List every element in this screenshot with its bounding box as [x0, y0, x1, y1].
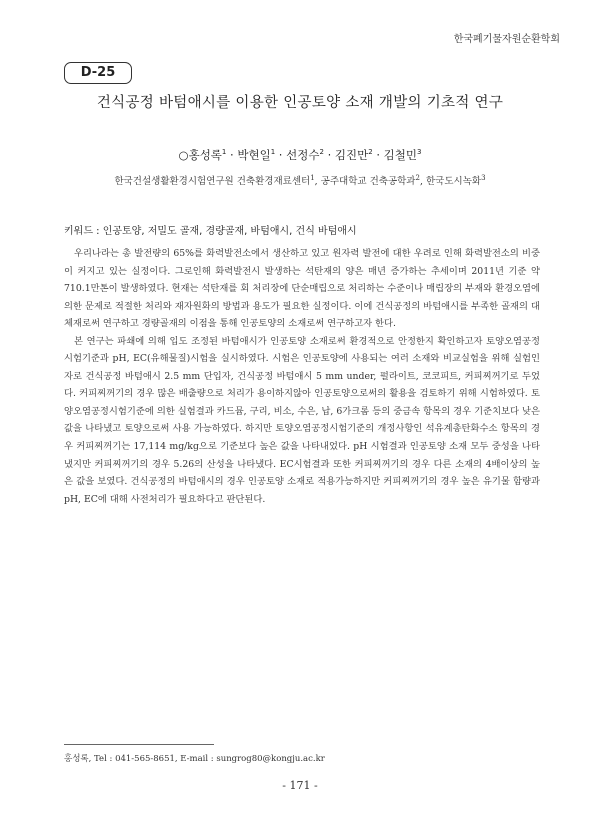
abstract-body — [64, 245, 540, 505]
paper-code-badge: D-25 — [64, 62, 132, 84]
keywords: 키워드 : 인공토양, 저밀도 골재, 경량골재, 바텀애시, 건식 바텀애시 — [64, 226, 357, 237]
paper-title: 건식공정 바텀애시를 이용한 인공토양 소재 개발의 기초적 연구 — [96, 95, 504, 111]
abstract-paragraph: 우리나라는 총 발전량의 65%를 화력발전소에서 생산하고 있고 원자력 발전에 대한 우려로 인해 화력발전소의 비중이 커지고 있는 실정이다. 그로인해 화력발전시 발생하는 석탄재의 양은 매년 증가하는 추세이며 2011년 기준 약 710.1만톤이 발생하였다. 현재는 석탄재를 회 처리장에 단순매립으로 처리하는 수준이나 매립장의 부재와 환경오염에 의한 문제로 적절한 처리와 재자원화의 방법과 용도가 필요한 실정이다. 이에 건식공정의 바텀애시를 부족한 골재의 대체재로써 연구하고 경량골재의 이점을 통해 인공토양의 소재로써 연구하고자 한다. — [64, 248, 540, 330]
footnote-divider — [64, 744, 214, 745]
footnote: 홍성록, Tel : 041-565-8651, E-mail : sungrog80@kongju.ac.kr — [64, 754, 325, 764]
affiliations-line: 한국건설생활환경시험연구원 건축환경재료센터$^1$, 공주대학교 건축공학과$^2$, 한국도시녹화$^3$ — [114, 173, 486, 187]
society-name: 한국폐기물자원순환학회 — [453, 34, 560, 45]
authors-line: ○홍성록$^1$ · 박현일$^1$ · 선정수$^2$ · 김진만$^2$ · 김철민$^3$ — [178, 148, 422, 162]
page-number: - 171 - — [282, 779, 318, 792]
abstract-paragraph: 본 연구는 파쇄에 의해 입도 조정된 바텀애시가 인공토양 소재로써 환경적으로 안정한지 확인하고자 토양오염공정시험기준과 pH, EC(유해물질)시험을 실시하였다. 시험은 인공토양에 사용되는 여러 소재와 비교실험을 위해 실험인자로 건식공정 바텀애시 2.5 mm 단입자, 건식공정 바텀애시 5 mm under, 펄라이트, 코코피트, 커피찌꺼기로 두었다. 커피찌꺼기의 경우 많은 배출량으로 처리가 용이하지않아 인공토양으로써의 활용을 검토하기 위해 시험하였다. 토양오염공정시험기준에 의한 실험결과 카드뮴, 구리, 비소, 수은, 납, 6가크롬 등의 중금속 항목의 경우 기준치보다 낮은 값을 나타냈고 토양으로써 사용 가능하였다. 하지만 토양오염공정시험기준의 개정사항인 석유계총탄화수소 항목의 경우 커피찌꺼기는 17,114 mg/kg으로 기준보다 높은 값을 나타내었다. pH 시험결과 인공토양 소재 모두 중성을 나타냈지만 커피찌꺼기의 경우 5.26의 산성을 나타냈다. EC시험결과 또한 커피찌꺼기의 경우 다른 소재의 4배이상의 높은 값을 보였다. 건식공정의 바텀애시의 경우 인공토양 소재로 적용가능하지만 커피찌꺼기의 경우 높은 유기물 함량과 pH, EC에 대해 사전처리가 필요하다고 판단된다. — [64, 335, 540, 505]
